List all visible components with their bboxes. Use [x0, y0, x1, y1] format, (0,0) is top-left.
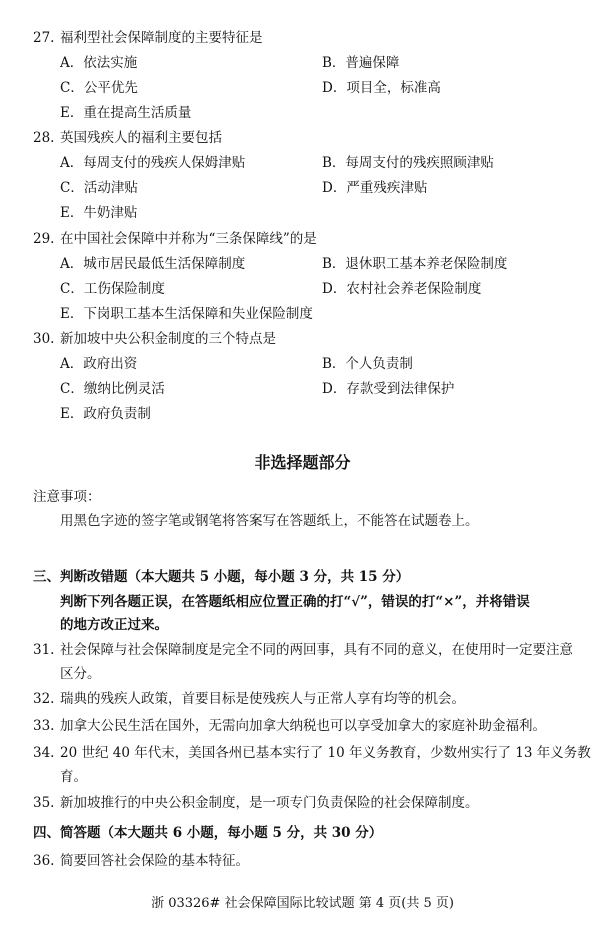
question-number: 28. [33, 130, 55, 146]
option: A．政府出资 [60, 356, 138, 372]
option: E．牛奶津贴 [60, 205, 138, 221]
option: C．活动津贴 [60, 180, 138, 196]
option: C．缴纳比例灵活 [60, 381, 165, 397]
question-text: 20 世纪 40 年代末，美国各州已基本实行了 10 年义务教育，少数州实行了 13 年义务教 [60, 745, 591, 761]
option: E．下岗职工基本生活保障和失业保险制度 [60, 306, 313, 322]
section-instruction: 的地方改正过来。 [60, 617, 168, 633]
option: D．严重残疾津贴 [322, 180, 428, 196]
option: E．重在提高生活质量 [60, 105, 192, 121]
option: A．依法实施 [60, 55, 138, 71]
question-number: 35. [33, 795, 55, 811]
notice-label: 注意事项： [33, 489, 101, 505]
option: C．公平优先 [60, 80, 138, 96]
section-title: 三、判断改错题（本大题共 5 小题，每小题 3 分，共 15 分） [33, 569, 410, 585]
question-text: 瑞典的残疾人政策，首要目标是使残疾人与正常人享有均等的机会。 [60, 691, 465, 707]
question-text: 福利型社会保障制度的主要特征是 [60, 30, 263, 46]
section-heading: 非选择题部分 [254, 453, 351, 472]
section-title: 四、简答题（本大题共 6 小题，每小题 5 分，共 30 分） [33, 825, 383, 841]
question-number: 31. [33, 642, 55, 658]
option: B．每周支付的残疾照顾津贴 [322, 155, 494, 171]
option: E．政府负责制 [60, 406, 151, 422]
question-number: 30. [33, 331, 55, 347]
page-footer: 浙 03326# 社会保障国际比较试题 第 4 页(共 5 页) [151, 896, 454, 911]
question-number: 34. [33, 745, 55, 761]
question-number: 27. [33, 30, 55, 46]
question-number: 36. [33, 853, 55, 869]
question-text: 英国残疾人的福利主要包括 [60, 130, 222, 146]
option: B．普遍保障 [322, 55, 400, 71]
option: D．存款受到法律保护 [322, 381, 455, 397]
notice-text: 用黑色字迹的签字笔或钢笔将答案写在答题纸上，不能答在试题卷上。 [60, 513, 479, 529]
question-text: 新加坡中央公积金制度的三个特点是 [60, 331, 276, 347]
option: B．退休职工基本养老保险制度 [322, 256, 508, 272]
question-text: 区分。 [60, 666, 101, 682]
option: A．城市居民最低生活保障制度 [60, 256, 246, 272]
option: D．农村社会养老保险制度 [322, 281, 482, 297]
question-number: 33. [33, 718, 55, 734]
question-text: 加拿大公民生活在国外，无需向加拿大纳税也可以享受加拿大的家庭补助金福利。 [60, 718, 546, 734]
question-text: 新加坡推行的中央公积金制度，是一项专门负责保险的社会保障制度。 [60, 795, 479, 811]
question-text: 社会保障与社会保障制度是完全不同的两回事，具有不同的意义，在使用时一定要注意 [60, 642, 573, 658]
question-text: 在中国社会保障中并称为“三条保障线”的是 [60, 231, 317, 247]
option: B．个人负责制 [322, 356, 413, 372]
option: A．每周支付的残疾人保姆津贴 [60, 155, 246, 171]
option: D．项目全，标准高 [322, 80, 441, 96]
question-number: 32. [33, 691, 55, 707]
question-text: 育。 [60, 769, 87, 785]
section-instruction: 判断下列各题正误，在答题纸相应位置正确的打“√”，错误的打“×”，并将错误 [60, 594, 530, 610]
question-number: 29. [33, 231, 55, 247]
question-text: 简要回答社会保险的基本特征。 [60, 853, 249, 869]
option: C．工伤保险制度 [60, 281, 165, 297]
